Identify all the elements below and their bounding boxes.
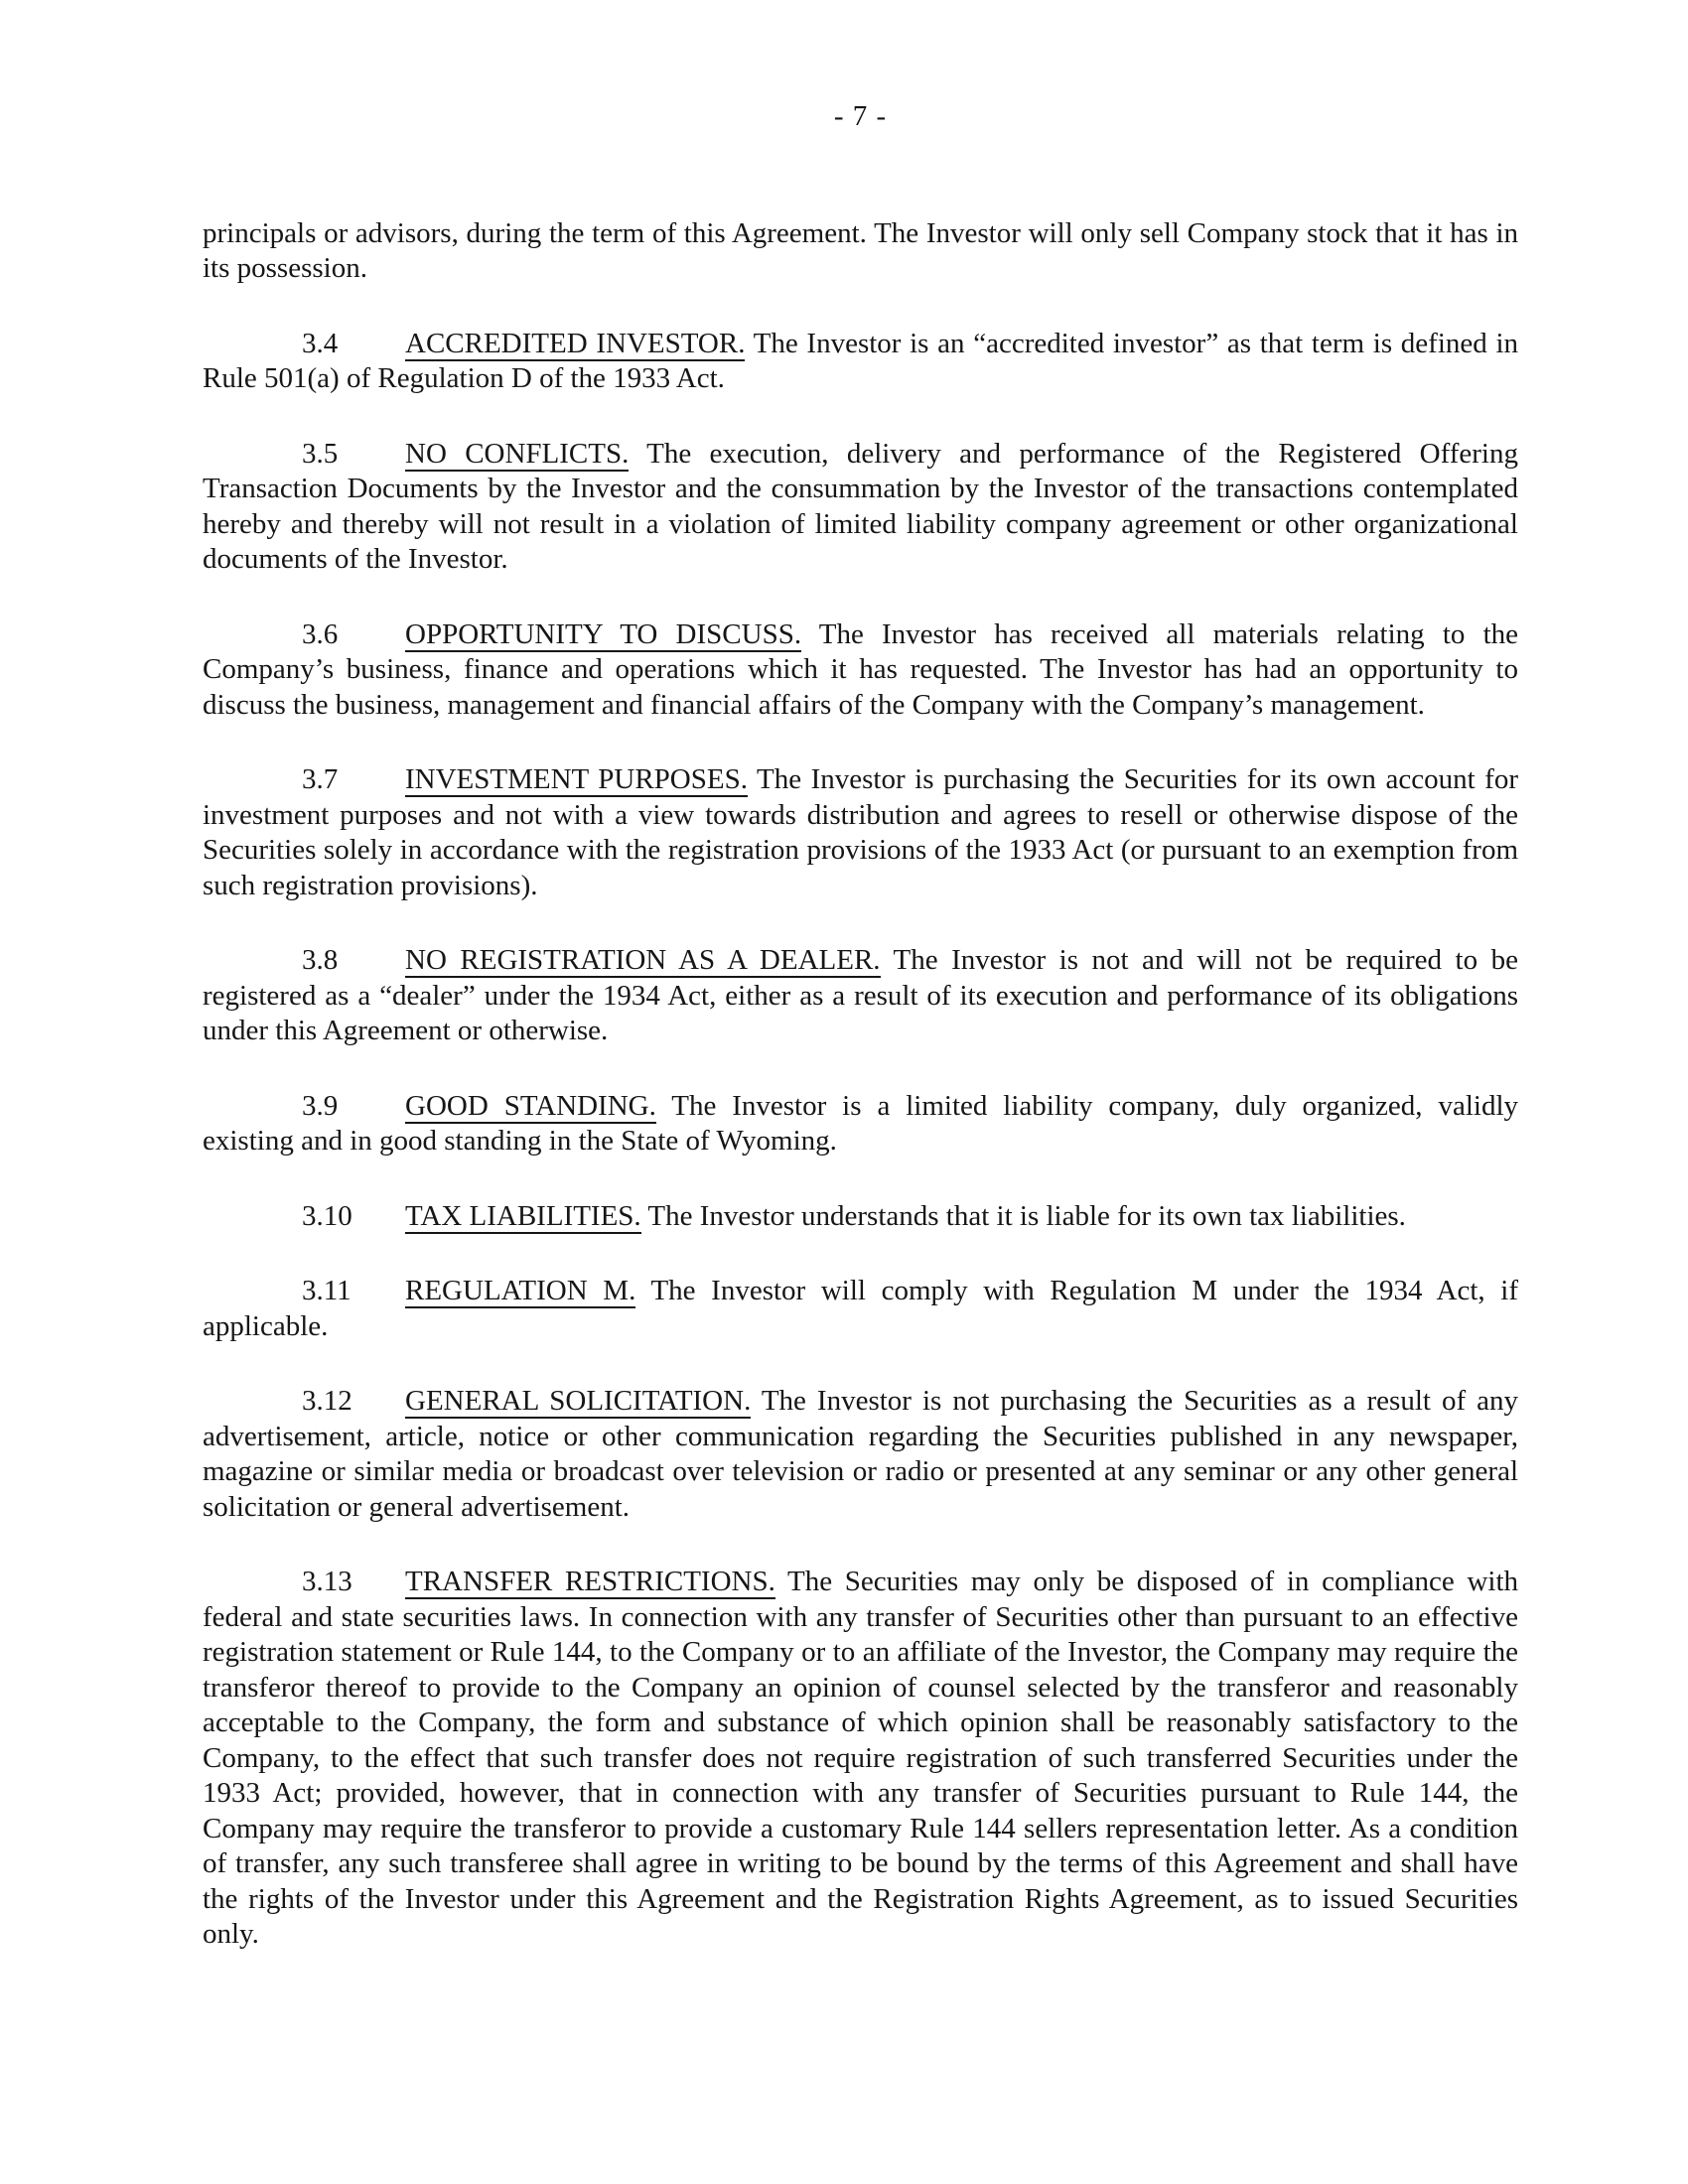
- section-body: The execution, delivery and performance of the Registered Offering Transaction Documents by the Investor and the consummation by the Investor of the transactions contemplated hereby and thereby will not result in a violation of limited liability company agreement or other organizational documents of the Investor.: [203, 437, 1518, 575]
- section-body: The Investor has received all materials relating to the Company’s business, finance and operations which it has requested. The Investor has had an opportunity to discuss the business, management and financial affairs of the Company with the Company’s management.: [203, 617, 1518, 721]
- section-heading: NO REGISTRATION AS A DEALER.: [405, 944, 881, 976]
- section-body: The Investor is a limited liability company, duly organized, validly existing and in good standing in the State of Wyoming.: [203, 1089, 1519, 1157]
- section-number: 3.4: [302, 327, 339, 359]
- intro-paragraph: principals or advisors, during the term of this Agreement. The Investor will only sell Company stock that it has in its possession.: [203, 216, 1518, 284]
- section-body: The Investor is not and will not be required to be registered as a “dealer” under the 1934 Act, either as a result of its execution and performance of its obligations under this Agreement or otherwise.: [203, 944, 1518, 1046]
- section-3-5: [203, 437, 1518, 578]
- section-body: The Investor is purchasing the Securities for its own account for investment purposes and not with a view towards distribution and agrees to resell or otherwise dispose of the Securities solely in accordance with the registration provisions of the 1933 Act (or pursuant to an exemption from such registration provisions).: [203, 763, 1518, 901]
- section-heading: ACCREDITED INVESTOR.: [405, 327, 746, 359]
- section-number: 3.12: [302, 1385, 352, 1417]
- section-body: The Investor will comply with Regulation M under the 1934 Act, if applicable.: [203, 1275, 1518, 1342]
- section-heading: TRANSFER RESTRICTIONS.: [405, 1566, 775, 1597]
- section-heading: GENERAL SOLICITATION.: [405, 1385, 752, 1417]
- section-number: 3.6: [302, 617, 339, 650]
- section-body: The Investor understands that it is liable for its own tax liabilities.: [640, 1199, 1406, 1232]
- section-number: 3.7: [302, 763, 339, 795]
- section-3-6: [203, 617, 1518, 724]
- section-heading: REGULATION M.: [405, 1275, 636, 1306]
- section-body: The Investor is not purchasing the Securities as a result of any advertisement, article, notice or other communication regarding the Securities published in any newspaper, magazine or similar media or broadcast over television or radio or presented at any seminar or any other general solicitation or general advertisement.: [203, 1385, 1518, 1523]
- section-heading: NO CONFLICTS.: [405, 437, 630, 470]
- section-heading: GOOD STANDING.: [405, 1089, 656, 1122]
- section-3-13: [203, 1565, 1518, 1953]
- section-3-7: [203, 762, 1518, 903]
- section-heading: OPPORTUNITY TO DISCUSS.: [405, 617, 802, 650]
- section-number: 3.8: [302, 944, 339, 976]
- section-number: 3.10: [302, 1199, 352, 1232]
- section-3-9: [203, 1089, 1518, 1160]
- section-heading: INVESTMENT PURPOSES.: [405, 763, 748, 795]
- section-3-11: [203, 1274, 1518, 1344]
- section-number: 3.5: [302, 437, 339, 470]
- section-3-12: [203, 1384, 1518, 1525]
- page-number: - 7 -: [833, 100, 888, 132]
- section-number: 3.9: [302, 1089, 339, 1122]
- section-body: The Investor is an “accredited investor” as that term is defined in Rule 501(a) of Regulation D of the 1933 Act.: [203, 327, 1518, 394]
- section-number: 3.13: [302, 1566, 352, 1597]
- section-number: 3.11: [302, 1275, 352, 1306]
- section-heading: TAX LIABILITIES.: [405, 1199, 641, 1232]
- section-3-10: [203, 1199, 1518, 1235]
- section-3-4: [203, 327, 1518, 397]
- section-3-8: [203, 943, 1518, 1049]
- section-body: The Securities may only be disposed of in compliance with federal and state securities laws. In connection with any transfer of Securities other than pursuant to an effective registration statement or Rule 144, to the Company or to an affiliate of the Investor, the Company may require the transferor thereof to provide to the Company an opinion of counsel selected by the transferor and reasonably acceptable to the Company, the form and substance of which opinion shall be reasonably satisfactory to the Company, to the effect that such transfer does not require registration of such transferred Securities under the 1933 Act; provided, however, that in connection with any transfer of Securities pursuant to Rule 144, the Company may require the transferor to provide a customary Rule 144 sellers representation letter. As a condition of transfer, any such transferee shall agree in writing to be bound by the terms of this Agreement and shall have the rights of the Investor under this Agreement and the Registration Rights Agreement, as to issued Securities only.: [203, 1566, 1518, 1950]
